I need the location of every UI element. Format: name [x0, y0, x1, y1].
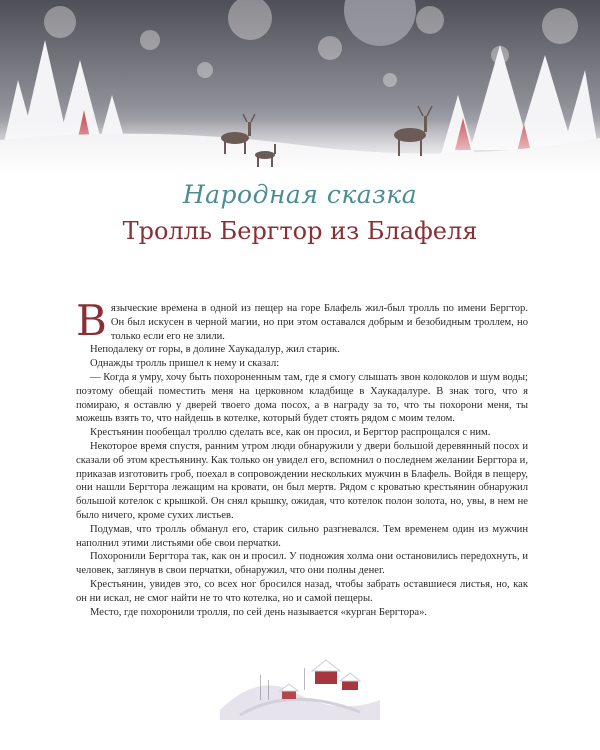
story-paragraph: Неподалеку от горы, в долине Хаукадалур, жил старик.	[90, 344, 340, 356]
drop-cap: В	[76, 296, 107, 345]
story-paragraph: Некоторое время спустя, ранним утром люди обнаружили у двери большой деревянный посох и сказали об этом крестьянину. Как только он увидел его, вспомнил о последнем желании Бергтора и, приказав изготовить гроб, поехал в сопровождении нескольких мужчин в Блафель. Войдя в пещеру, они нашли Бергтора лежащим на кровати, он был мертв. Рядом с кроватью крестьянин обнаружил большой котелок с крышкой. Он снял крышку, ожидая, что котелок полон золота, но, увы, в нем не было ничего, кроме сухих листьев.	[76, 440, 528, 521]
house-icon	[312, 660, 340, 684]
story-paragraph: Место, где похоронили тролля, по сей день называется «курган Бергтора».	[90, 606, 428, 618]
story-paragraph: — Когда я умру, хочу быть похороненным там, где я смогу слышать звон колоколов и шум воды; поэтому обещай поместить меня на церковном кладбище в Хаукадалуре. В знак того, что я помираю, я оставлю у дверей твоего дома посох, а в награду за то, что ты похорони меня, ты можешь взять то, что найдешь в котелке, который будет стоять рядом с моим телом.	[76, 371, 528, 425]
paragraph-text: язычеcкие времена в одной из пещер на горе Блафель жил-был тролль по имени Бергтор. Он был искусен в черной магии, но при этом оставался добрым и безобидным троллем, но только если его не злили.	[110, 303, 528, 342]
winter-scene	[0, 0, 600, 175]
story-title: Тролль Бергтор из Блафеля	[122, 217, 478, 245]
house-icon	[280, 684, 298, 699]
story-paragraph: Подумав, что тролль обманул его, старик сильно разгневался. Тем временем один из мужчин наполнил этими листьями обе свои перчатки.	[76, 523, 528, 549]
snow-hill	[220, 685, 380, 720]
story-paragraph: Крестьянин пообещал троллю сделать все, как он просил, и Бергтор распрощался с ним.	[90, 427, 491, 439]
story-paragraph: Крестьянин, увидев это, со всех ног бросился назад, чтобы забрать оставшиеся листья, но, как он ни искал, не смог найти не то что котелка, но и самой пещеры.	[76, 578, 528, 604]
story-paragraph: Однажды тролль пришел к нему и сказал:	[90, 358, 280, 370]
fade-overlay	[0, 120, 600, 175]
story-paragraph	[76, 296, 528, 345]
winter-banner-illustration	[0, 0, 600, 175]
story-body	[76, 296, 528, 619]
house-icon	[340, 673, 360, 690]
snowy-houses-illustration	[220, 640, 380, 720]
title-block	[0, 180, 600, 245]
subtitle: Народная сказка	[182, 180, 418, 209]
footer-vignette	[220, 640, 380, 720]
story-paragraph: Похоронили Бергтора так, как он и просил. У подножия холма они остановились передохнуть, и человек, заглянув в свои перчатки, обнаружил, что они полны денег.	[76, 551, 528, 577]
